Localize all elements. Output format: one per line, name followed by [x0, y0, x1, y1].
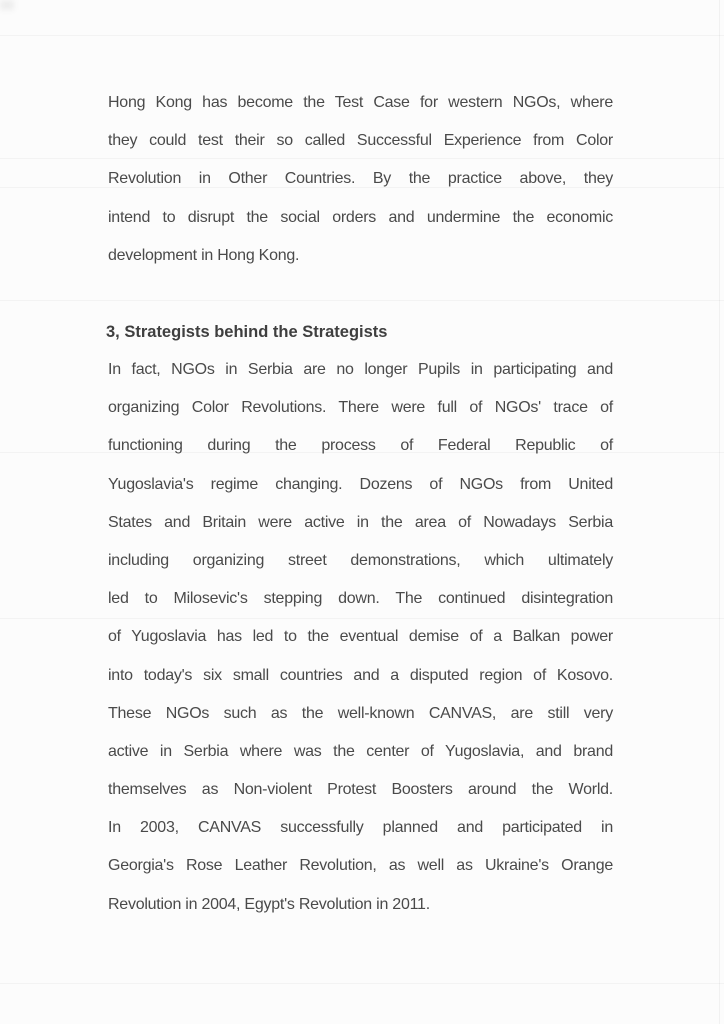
paragraph-line: led to Milosevic's stepping down. The continued disintegration: [108, 590, 613, 608]
paragraph-line: themselves as Non-violent Protest Boosters around the World.: [108, 781, 613, 799]
paragraph-line: they could test their so called Successful Experience from Color: [108, 132, 613, 150]
paragraph-serbia-ngos: [108, 351, 613, 924]
scan-corner-smudge: [0, 0, 14, 10]
paragraph-line: In 2003, CANVAS successfully planned and participated in: [108, 819, 613, 837]
paragraph-line: active in Serbia where was the center of Yugoslavia, and brand: [108, 742, 613, 760]
scan-artifact-line-vertical: [719, 0, 720, 1024]
paragraph-line: organizing Color Revolutions. There were full of NGOs' trace of: [108, 399, 613, 417]
paragraph-line: into today's six small countries and a disputed region of Kosovo.: [108, 666, 613, 684]
paragraph-hong-kong: [108, 84, 613, 275]
paragraph-line: Revolution in Other Countries. By the practice above, they: [108, 170, 613, 188]
paragraph-line: of Yugoslavia has led to the eventual demise of a Balkan power: [108, 628, 613, 646]
section-heading: 3, Strategists behind the Strategists: [106, 323, 388, 341]
scan-artifact-line: [0, 983, 724, 984]
paragraph-line: States and Britain were active in the area of Nowadays Serbia: [108, 513, 613, 531]
paragraph-line: Georgia's Rose Leather Revolution, as well as Ukraine's Orange: [108, 857, 613, 875]
paragraph-line: In fact, NGOs in Serbia are no longer Pupils in participating and: [108, 361, 613, 378]
paragraph-line: functioning during the process of Federal Republic of: [108, 437, 613, 455]
paragraph-line: These NGOs such as the well-known CANVAS, are still very: [108, 704, 613, 722]
paragraph-line: Yugoslavia's regime changing. Dozens of NGOs from United: [108, 475, 613, 493]
paragraph-line: Hong Kong has become the Test Case for western NGOs, where: [108, 94, 613, 111]
paragraph-line: including organizing street demonstrations, which ultimately: [108, 551, 613, 569]
scan-artifact-line: [0, 35, 724, 36]
paragraph-line: intend to disrupt the social orders and undermine the economic: [108, 208, 613, 226]
paragraph-line: Revolution in 2004, Egypt's Revolution in 2011.: [108, 895, 430, 913]
scan-artifact-line: [0, 300, 724, 301]
paragraph-line: development in Hong Kong.: [108, 246, 300, 264]
